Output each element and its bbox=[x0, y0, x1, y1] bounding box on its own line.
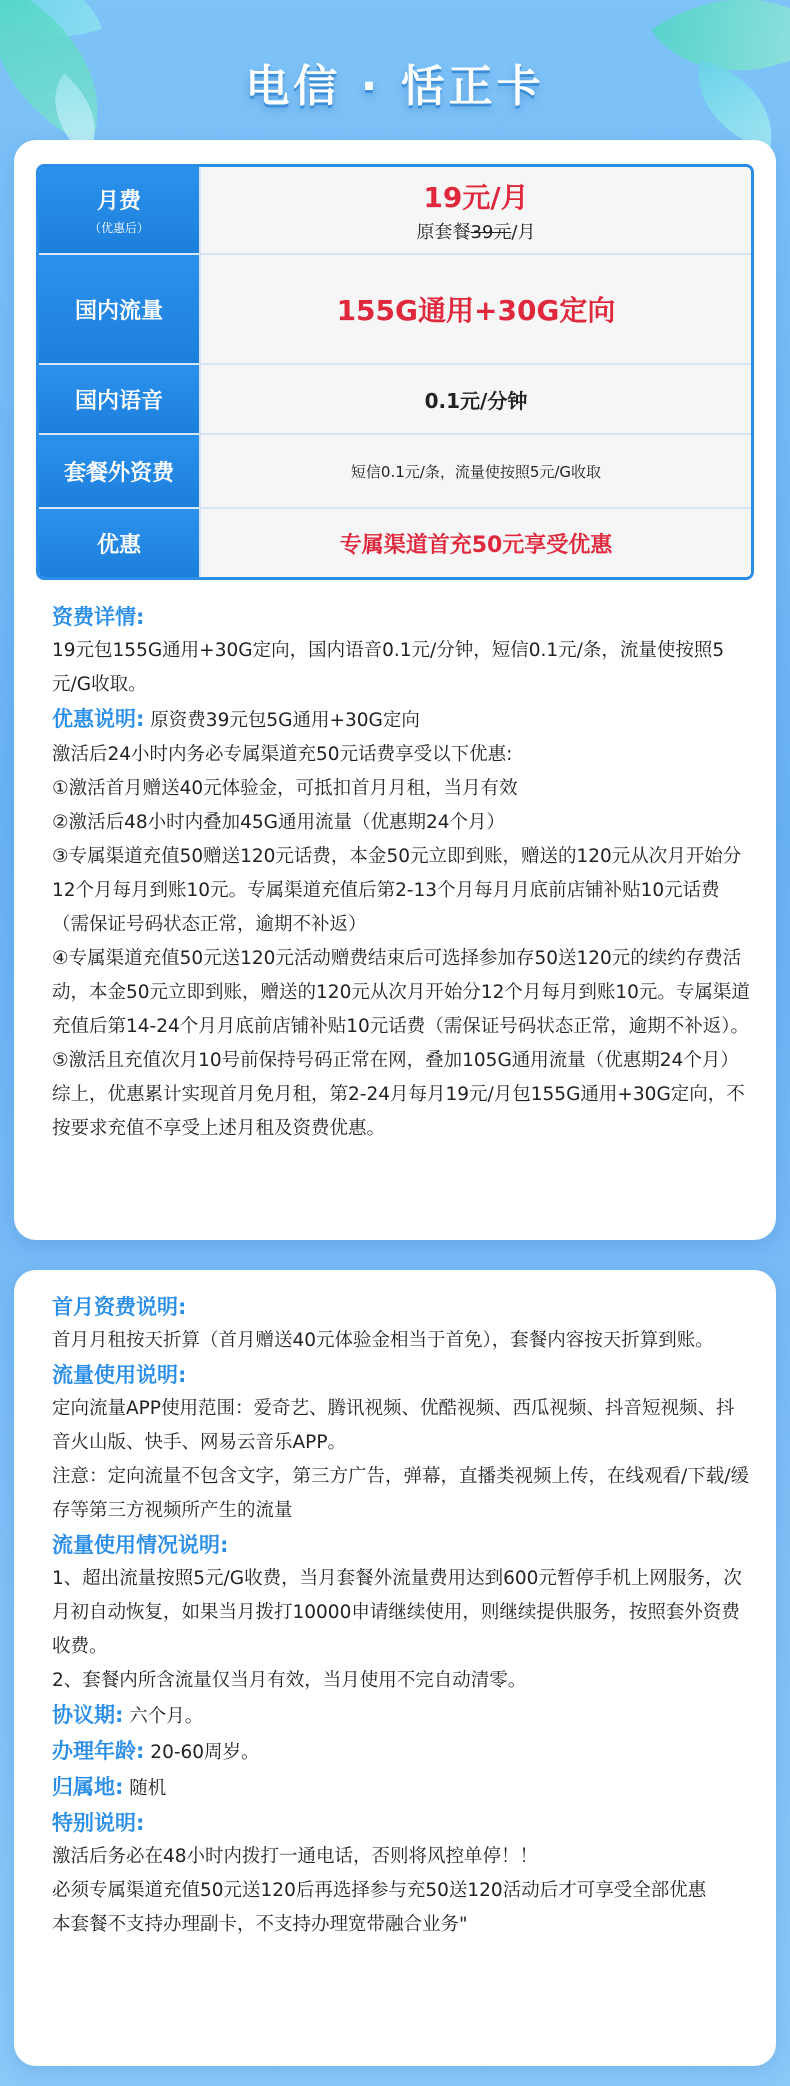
promo-label: 优惠 bbox=[39, 509, 201, 577]
usage-heading: 流量使用说明: bbox=[52, 1363, 187, 1387]
extra-value: 短信0.1元/条，流量使按照5元/G收取 bbox=[350, 462, 602, 481]
fee-heading: 资费详情: bbox=[52, 605, 145, 629]
region-line: 归属地: 随机 bbox=[52, 1775, 167, 1799]
usage-status-1: 1、超出流量按照5元/G收费，当月套餐外流量费用达到600元暂停手机上网服务，次月初自动恢复，如果当月拨打10000申请继续使用，则继续提供服务，按照套外资费收费。 bbox=[52, 1568, 742, 1657]
monthly-fee-sub: （优惠后） bbox=[88, 221, 149, 235]
promo-item-2: ②激活后48小时内叠加45G通用流量（优惠期24个月） bbox=[52, 812, 506, 833]
original-price: 原套餐39元/月 bbox=[416, 222, 536, 243]
row-data bbox=[39, 255, 751, 365]
details-text bbox=[52, 600, 752, 1146]
voice-label: 国内语音 bbox=[39, 365, 201, 433]
row-monthly-fee bbox=[39, 167, 751, 255]
promo-item-1: ①激活首月赠送40元体验金，可抵扣首月月租，当月有效 bbox=[52, 778, 518, 799]
row-label bbox=[39, 167, 201, 253]
monthly-fee-label: 月费 bbox=[96, 189, 141, 214]
promo-value: 专属渠道首充50元享受优惠 bbox=[339, 532, 613, 558]
first-month-text: 首月月租按天折算（首月赠送40元体验金相当于首免），套餐内容按天折算到账。 bbox=[52, 1330, 714, 1351]
notes-text bbox=[52, 1290, 752, 1942]
fee-text: 19元包155G通用+30G定向，国内语音0.1元/分钟，短信0.1元/条，流量使按照5元/G收取。 bbox=[52, 640, 725, 695]
promo-item-4: ④专属渠道充值50元送120元活动赠费结束后可选择参加存50送120元的续约存费活动，本金50元立即到账，赠送的120元从次月开始分12个月每月到账10元。专属渠道充值后第14-24个月月底前店铺补贴10元话费（需保证号码状态正常，逾期不补返）。 bbox=[52, 948, 750, 1037]
voice-value: 0.1元/分钟 bbox=[424, 388, 528, 413]
special-3: 本套餐不支持办理副卡，不支持办理宽带融合业务" bbox=[52, 1914, 468, 1935]
price-table bbox=[36, 164, 754, 580]
usage-status-2: 2、套餐内所含流量仅当月有效，当月使用不完自动清零。 bbox=[52, 1670, 527, 1691]
first-month-heading: 首月资费说明: bbox=[52, 1295, 187, 1319]
data-label: 国内流量 bbox=[39, 255, 201, 363]
summary-text: 综上，优惠累计实现首月免月租，第2-24月每月19元/月包155G通用+30G定向，不按要求充值不享受上述月租及资费优惠。 bbox=[52, 1084, 745, 1139]
special-heading: 特别说明: bbox=[52, 1811, 145, 1835]
special-1: 激活后务必在48小时内拨打一通电话，否则将风控单停！！ bbox=[52, 1846, 539, 1867]
plan-card bbox=[14, 140, 776, 1240]
promo-item-5: ⑤激活且充值次月10号前保持号码正常在网，叠加105G通用流量（优惠期24个月） bbox=[52, 1050, 739, 1071]
notes-card bbox=[14, 1270, 776, 2066]
age-line: 办理年龄: 20-60周岁。 bbox=[52, 1739, 260, 1763]
extra-label: 套餐外资费 bbox=[39, 435, 201, 507]
row-voice bbox=[39, 365, 751, 435]
row-promo bbox=[39, 509, 751, 577]
row-value bbox=[201, 167, 751, 253]
page-title: 电信 · 恬正卡 bbox=[245, 61, 545, 112]
special-2: 必须专属渠道充值50元送120后再选择参与充50送120活动后才可享受全部优惠 bbox=[52, 1880, 707, 1901]
promo-intro: 激活后24小时内务必专属渠道充50元话费享受以下优惠: bbox=[52, 744, 513, 765]
row-extra bbox=[39, 435, 751, 509]
promo-line: 优惠说明: 原资费39元包5G通用+30G定向 bbox=[52, 707, 420, 731]
promo-item-3: ③专属渠道充值50赠送120元话费，本金50元立即到账，赠送的120元从次月开始分12个月每月到账10元。专属渠道充值后第2-13个月每月月底前店铺补贴10元话费（需保证号码状态正常，逾期不补返） bbox=[52, 846, 742, 935]
usage-status-heading: 流量使用情况说明: bbox=[52, 1533, 229, 1557]
usage-text-2: 注意：定向流量不包含文字，第三方广告，弹幕，直播类视频上传，在线观看/下载/缓存等第三方视频所产生的流量 bbox=[52, 1466, 749, 1521]
monthly-fee-value: 19元/月 bbox=[423, 181, 529, 214]
data-value: 155G通用+30G定向 bbox=[336, 294, 616, 327]
contract-line: 协议期: 六个月。 bbox=[52, 1703, 204, 1727]
usage-text-1: 定向流量APP使用范围：爱奇艺、腾讯视频、优酷视频、西瓜视频、抖音短视频、抖音火山版、快手、网易云音乐APP。 bbox=[52, 1398, 735, 1453]
